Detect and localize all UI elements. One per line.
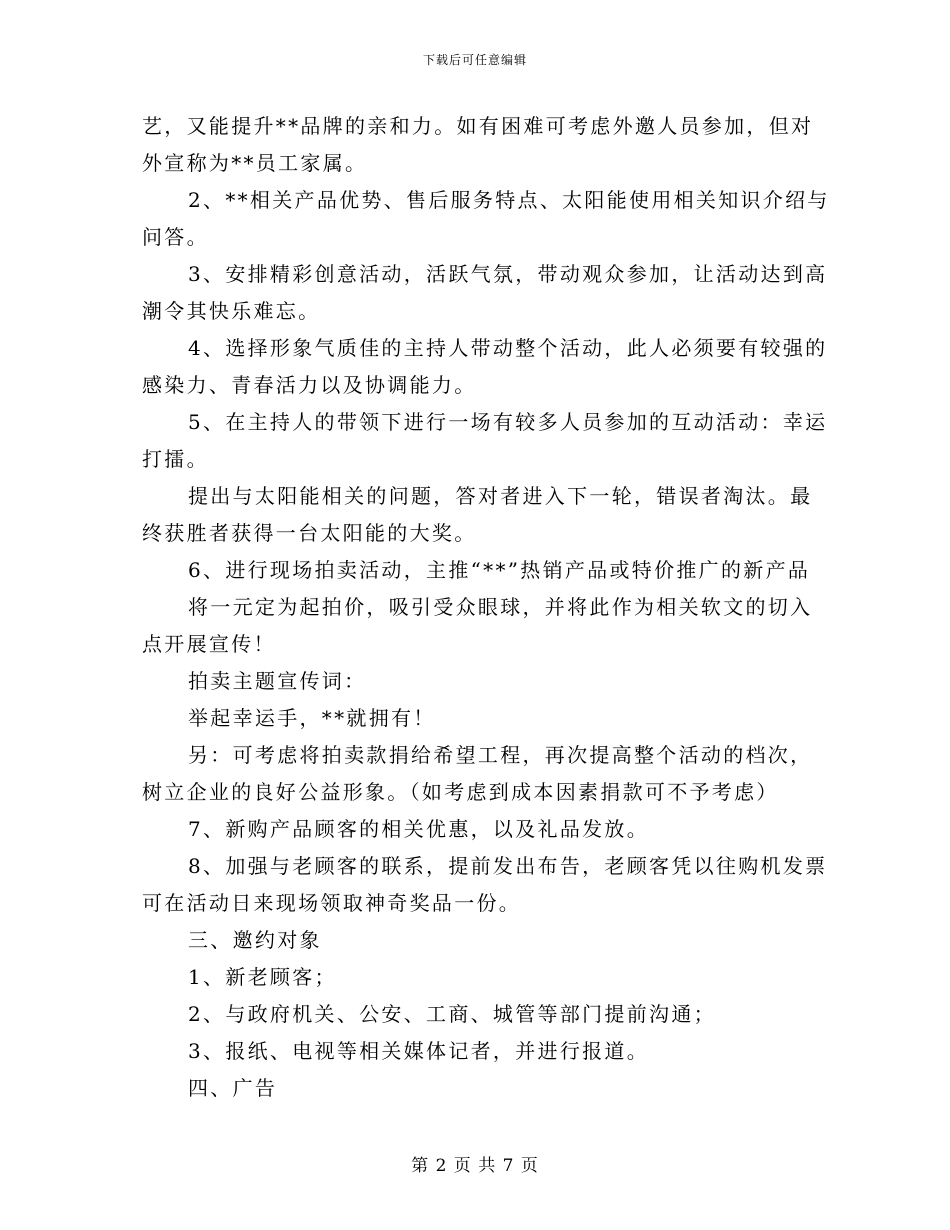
text-line: 5、在主持人的带领下进行一场有较多人员参加的互动活动：幸运	[188, 410, 828, 434]
text-line: 将一元定为起拍价，吸引受众眼球，并将此作为相关软文的切入	[188, 595, 813, 619]
text-line: 3、报纸、电视等相关媒体记者，并进行报道。	[188, 1039, 650, 1063]
text-line: 2、**相关产品优势、售后服务特点、太阳能使用相关知识介绍与	[188, 188, 830, 212]
document-body	[142, 108, 830, 1107]
text-line: 举起幸运手，**就拥有！	[188, 706, 436, 730]
text-line: 三、邀约对象	[188, 928, 322, 952]
text-line: 四、广告	[188, 1076, 278, 1100]
text-line: 3、安排精彩创意活动，活跃气氛，带动观众参加，让活动达到高	[188, 262, 828, 286]
text-line: 打擂。	[142, 447, 209, 471]
text-line: 外宣称为**员工家属。	[142, 151, 368, 175]
text-line: 点开展宣传！	[142, 632, 276, 656]
text-line: 终获胜者获得一台太阳能的大奖。	[142, 521, 477, 545]
text-line: 问答。	[142, 225, 209, 249]
text-line: 8、加强与老顾客的联系，提前发出布告，老顾客凭以往购机发票	[188, 854, 828, 878]
text-line: 拍卖主题宣传词：	[188, 669, 367, 693]
text-line: 可在活动日来现场领取神奇奖品一份。	[142, 891, 522, 915]
text-line: 6、进行现场拍卖活动，主推“**”热销产品或特价推广的新产品	[188, 558, 811, 582]
text-line: 感染力、青春活力以及协调能力。	[142, 373, 477, 397]
page-number-footer: 第 2 页 共 7 页	[411, 1156, 539, 1176]
text-line: 4、选择形象气质佳的主持人带动整个活动，此人必须要有较强的	[188, 336, 828, 360]
text-line: 7、新购产品顾客的相关优惠，以及礼品发放。	[188, 817, 650, 841]
text-line: 2、与政府机关、公安、工商、城管等部门提前沟通；	[188, 1002, 716, 1026]
text-line: 1、新老顾客；	[188, 965, 337, 989]
text-line: 提出与太阳能相关的问题，答对者进入下一轮，错误者淘汰。最	[188, 484, 813, 508]
page-header: 下载后可任意编辑	[422, 53, 527, 67]
text-line: 艺，又能提升**品牌的亲和力。如有困难可考虑外邀人员参加，但对	[142, 114, 814, 138]
text-line: 潮令其快乐难忘。	[142, 299, 321, 323]
text-line: 树立企业的良好公益形象。（如考虑到成本因素捐款可不予考虑）	[142, 780, 779, 804]
text-line: 另：可考虑将拍卖款捐给希望工程，再次提高整个活动的档次，	[188, 743, 813, 767]
